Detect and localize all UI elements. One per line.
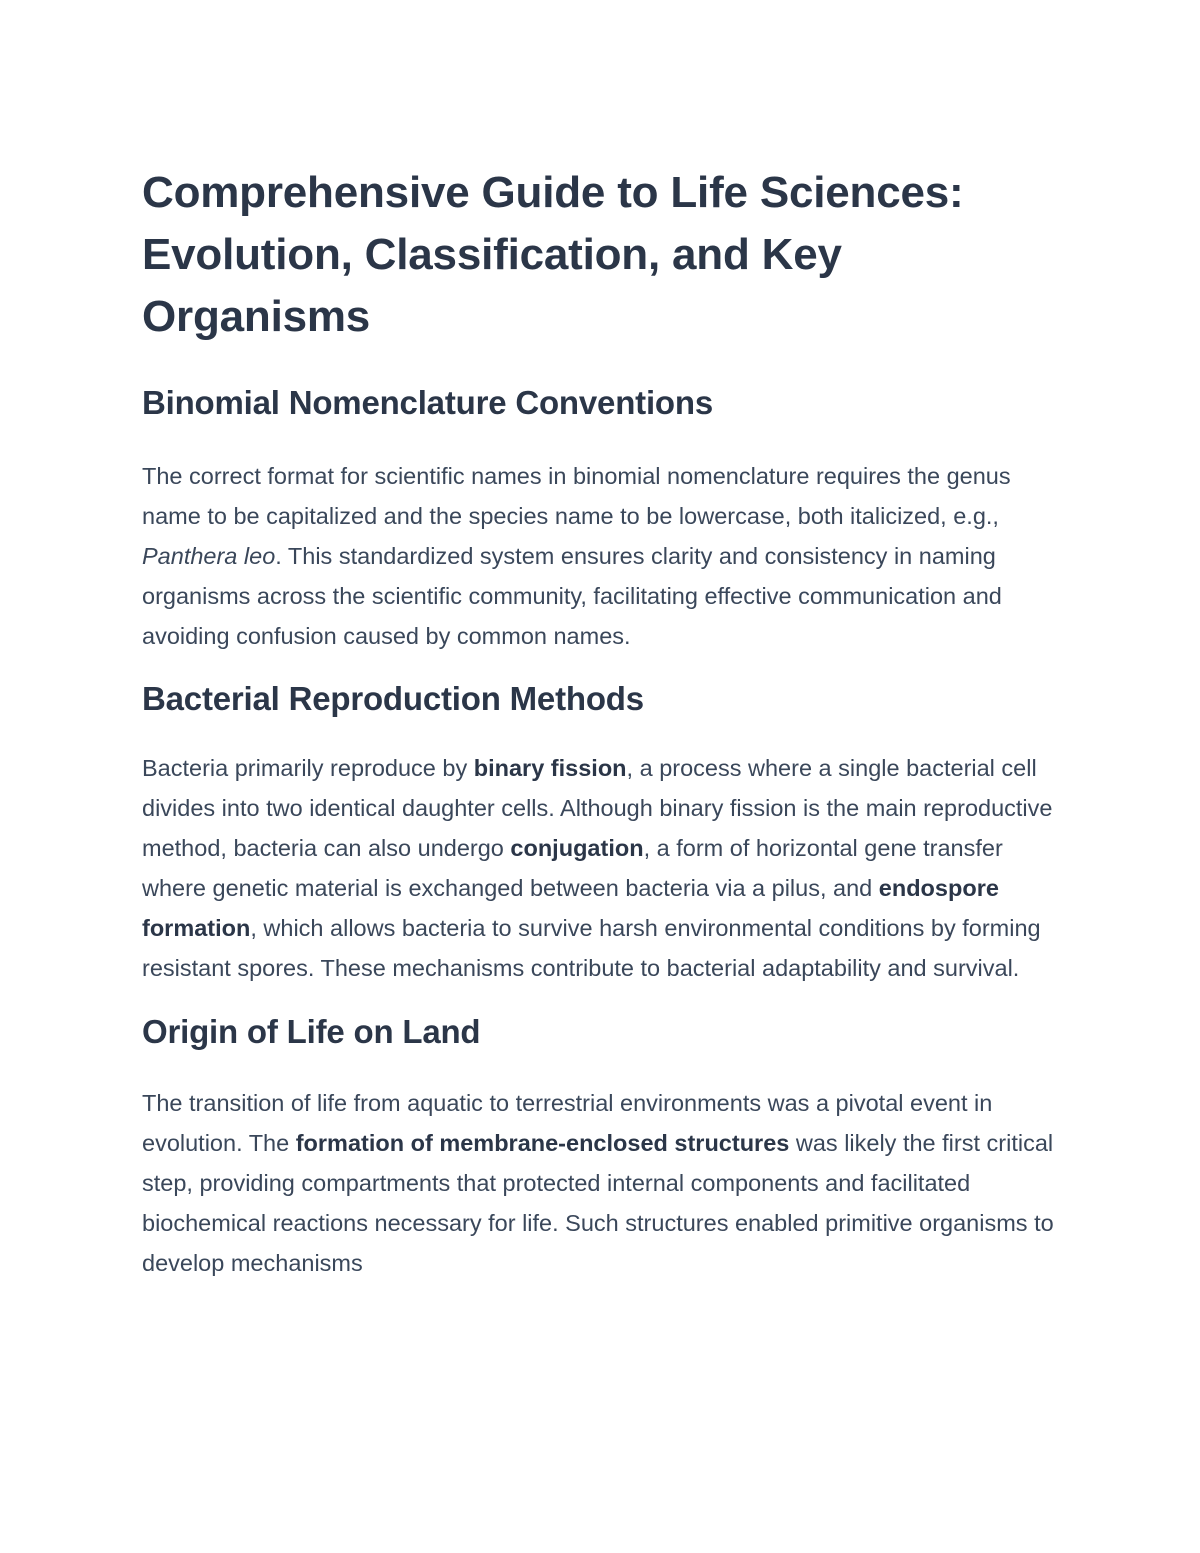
paragraph-binomial-nomenclature [142,456,1062,656]
section-heading-origin-of-life: Origin of Life on Land [142,1013,481,1050]
species-example: Panthera leo [142,543,276,569]
text-run: The transition of life from aquatic to terrestrial environments was a pivotal event in evolution. The [142,1090,993,1156]
paragraph-bacterial-reproduction [142,748,1062,988]
text-run: , a process where a single bacterial cell divides into two identical daughter cells. Although binary fission is the main reproductive method, bacteria can also undergo [142,755,1053,861]
term-membrane-enclosed-structures: formation of membrane-enclosed structures [295,1130,790,1156]
document-title: Comprehensive Guide to Life Sciences: Evolution, Classification, and Key Organisms [142,168,964,341]
paragraph-origin-of-life [142,1083,1062,1283]
text-run: Bacteria primarily reproduce by [142,755,474,781]
text-run: The correct format for scientific names in binomial nomenclature requires the genus name to be capitalized and the species name to be lowercase, both italicized, e.g., [142,463,1011,529]
text-run: , a form of horizontal gene transfer where genetic material is exchanged between bacteria via a pilus, and [142,835,1003,901]
section-heading-binomial-nomenclature: Binomial Nomenclature Conventions [142,384,713,421]
text-run: was likely the first critical step, providing compartments that protected internal components and facilitated biochemical reactions necessary for life. Such structures enabled primitive organisms to develop mechanisms [142,1130,1054,1276]
document-page [142,162,1062,1283]
term-conjugation: conjugation [510,835,644,861]
section-heading-bacterial-reproduction: Bacterial Reproduction Methods [142,680,644,717]
text-run: . This standardized system ensures clarity and consistency in naming organisms across the scientific community, facilitating effective communication and avoiding confusion caused by common names. [142,543,1002,649]
term-endospore-formation: endospore formation [142,875,999,941]
text-run: , which allows bacteria to survive harsh environmental conditions by forming resistant spores. These mechanisms contribute to bacterial adaptability and survival. [142,915,1041,981]
term-binary-fission: binary fission [473,755,627,781]
